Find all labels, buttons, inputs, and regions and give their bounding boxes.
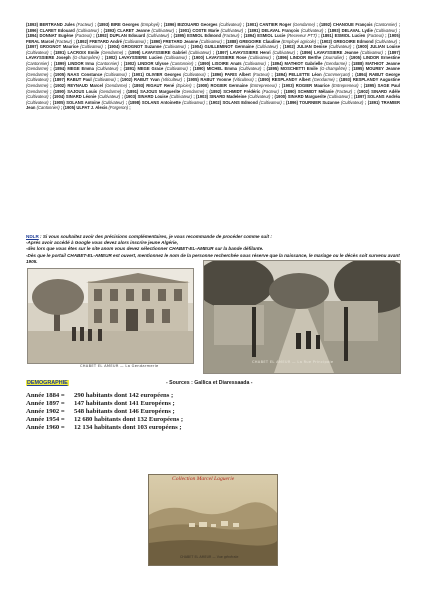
name-occupation: (Employé agricole) <box>281 38 317 44</box>
name-occupation: (Cultivateur) <box>183 71 206 77</box>
name-entry: ; (1896) PARIS Albert <box>205 71 253 77</box>
name-entry: ; (1904) GROGNOT Suzanne <box>102 44 164 50</box>
name-entry: ; (1902) SINARD Adèle <box>352 88 400 94</box>
name-occupation: (Cultivateur) <box>104 71 127 77</box>
name-entry: ; (1896) LAVAYSSIERE Jeanne <box>295 49 361 55</box>
name-occupation: (Viticulteur) <box>161 77 183 83</box>
name-entry: ; (1895) SAGE Paul <box>358 83 400 89</box>
name-occupation: (Gendarme) <box>26 88 49 94</box>
name-entry: ; (1900) LAVAYSSIERE Rose <box>186 55 249 61</box>
name-entry: ; (1891) SAJOUS Marguerite <box>121 88 183 94</box>
name-occupation: (Cantonnier) <box>374 22 398 27</box>
name-entry: ; (1891) MEGE Grace <box>118 66 166 72</box>
name-occupation: (Cultivateur) <box>255 44 279 50</box>
name-entry: ; (1900) ROGIER Germaine <box>191 83 250 89</box>
name-occupation: (Cultivateur) <box>238 66 262 72</box>
name-entry: ; (1902) GREGOIRE Edmond <box>316 38 375 44</box>
population-row <box>26 400 183 408</box>
name-occupation: (G-champêtre) <box>72 55 100 61</box>
name-occupation: (Cultivateur) <box>182 99 205 105</box>
population-year: Année 1897 = <box>26 400 65 408</box>
name-entry: ; (1897) LAVAYSSIERE Henri <box>211 49 273 55</box>
name-entry: ; (1903) SINARD Madeleine <box>192 94 248 100</box>
name-entry: ; (1893) DELAVAL Lydie <box>323 27 375 33</box>
caption-main-street: CHABET EL AMEUR — La Rue Principale <box>252 360 334 364</box>
name-entry: ; (1903) ROGIER Maurice <box>276 83 332 89</box>
name-occupation: (Gendarme) <box>104 83 128 89</box>
name-entry: ; (1900) JULIAN Louise <box>351 44 401 50</box>
name-entry: ; (1893) BIRE Georges <box>93 22 141 27</box>
name-occupation: (Cantonnier) <box>36 105 60 111</box>
name-entry: ; (1896) CLARET Edouard <box>26 22 400 33</box>
name-occupation: (Cultivateur) <box>272 49 296 55</box>
name-entry: ; (1902) JULIAN Denise <box>278 44 329 50</box>
population-row <box>26 392 183 400</box>
name-entry: ; (1891) TRAMIER Jean <box>26 99 400 111</box>
population-year: Année 1902 = <box>26 408 65 416</box>
population-value: 12 134 habitants dont 103 européens ; <box>74 424 182 432</box>
name-occupation: (Cultivateur) <box>146 33 170 39</box>
name-entry: ; (1894) ESMIOL Lucie <box>239 33 287 39</box>
name-occupation: (Gendarme) <box>98 88 122 94</box>
name-occupation: (Facteur) <box>335 88 353 94</box>
name-entry: ; (1897) LAVAYSSIERE Joseph <box>26 49 400 61</box>
name-occupation: (Cultivateur) <box>26 99 49 105</box>
name-occupation: (Cultivateur) <box>76 27 99 33</box>
name-occupation: (Gendarme) <box>324 60 347 66</box>
name-entry: ; (1890) FRETARD Jeanne <box>145 38 200 44</box>
name-occupation: (Cultivateur) <box>93 77 116 83</box>
name-entry: ; (1896) TOURNIER Suzanne <box>281 99 341 105</box>
name-entry: ; (1891) ESMIOL Lucien <box>316 33 367 39</box>
name-entry: ; (1901) OLIVIER Georges <box>126 71 184 77</box>
names-list <box>26 22 400 111</box>
postcard-panorama <box>148 474 278 566</box>
name-entry: ; (1896) BIZOUARD Georges <box>159 22 219 27</box>
name-occupation: (Receveur PTT) <box>286 33 317 39</box>
name-entry: ; (1892) SCHMIDT Frédéric <box>204 88 263 94</box>
name-entry: ; (1897) RABUT Paul <box>48 77 94 83</box>
name-entry: ; (1899) LINDOR Irma <box>49 60 96 66</box>
name-occupation: (Facteur) <box>252 71 270 77</box>
population-year: Année 1960 = <box>26 424 65 432</box>
name-entry: ; (1897) GROGNOT Maurice <box>26 38 400 50</box>
name-entry: ; (1894) MEGE Emma <box>48 66 96 72</box>
name-occupation: (Cultivateur) <box>169 94 193 100</box>
ndlr-line-3: -dès lors que vous êtes sur le site anom vous devez sélectionner CHABET-EL-AMEUR sur la bande défilante. <box>26 246 264 252</box>
name-occupation: (Cultivateur) <box>327 94 350 100</box>
name-entry: ; (1905) ULPAT J. Alexis <box>59 105 109 111</box>
name-entry: ; (1894) PELLETTE Léon <box>269 71 324 77</box>
population-year: Année 1954 = <box>26 416 65 424</box>
name-occupation: (Facteur) <box>74 33 92 39</box>
name-occupation: (Gendarme) <box>292 22 316 27</box>
name-occupation: (Cultivateur) <box>123 38 146 44</box>
name-entry: ; (1903) SINARD Louise <box>120 94 170 100</box>
ndlr-line-4: -Dès que le portail CHABET-EL-AMEUR est ouvert, mentionnez le nom de la personne recherchée sous réserve que la naissance, le mariage ou le décès soit survenu avant 1905. <box>26 252 400 264</box>
name-entry: ; (1902) REYNAUD Marcel <box>48 83 105 89</box>
name-occupation: (Entrepreneur) <box>331 83 359 89</box>
name-occupation: (Cultivateur) <box>80 44 103 50</box>
name-entry: ; (1893) RESPLANDY Augustine <box>334 77 400 83</box>
name-occupation: (Cultivateur) <box>95 66 119 72</box>
name-occupation: (Cultivateur) <box>243 60 266 66</box>
name-entry: ; (1891) DELAVAL François <box>243 27 301 33</box>
name-entry: ; (1894) MATHIOT Gabrielle <box>265 60 325 66</box>
name-entry: ; (1902) RABUT Yvan <box>115 77 162 83</box>
name-occupation: (Journalier) <box>323 55 345 61</box>
population-value: 147 habitants dont 141 Européens ; <box>74 400 175 408</box>
name-entry: ; (1890) SCHMIDT Mélanie <box>278 88 336 94</box>
name-occupation: (Employé) <box>140 22 160 27</box>
name-occupation: (Forgeron) <box>108 105 129 111</box>
population-value: 290 habitants dont 142 européens ; <box>74 392 174 399</box>
name-occupation: (Facteur) <box>262 88 279 94</box>
name-occupation: (Facteur) <box>55 38 73 44</box>
name-entry: ; (1895) ESMIOL Edmond <box>169 33 223 39</box>
name-occupation: (Facteur) <box>222 33 240 39</box>
name-entry: ; (1900) SINARD Marguerite <box>270 94 328 100</box>
name-occupation: (Cultivateur) <box>151 27 175 33</box>
demography-sources: - Sources : Gallica et Diaressaada - <box>166 380 253 386</box>
name-occupation: (Cultivateur) <box>248 55 271 61</box>
name-entry: ; (1892) DUPLAN Edouard <box>91 33 147 39</box>
name-occupation: (Gendarme) <box>100 49 124 55</box>
name-occupation: (Cultivateur) <box>300 27 324 33</box>
population-row <box>26 408 183 416</box>
name-occupation: (Cultivateur) <box>188 49 212 55</box>
name-entry: ; (1898) SOLANS Antoinette <box>124 99 183 105</box>
name-occupation: (Cultivateur) <box>199 38 222 44</box>
name-occupation: (Cultivateur) <box>165 66 188 72</box>
name-entry: ; (1901) COSTE Marie <box>174 27 221 33</box>
name-occupation: (Entrepreneur) <box>249 83 277 89</box>
name-occupation: (G-champêtre) <box>319 66 347 72</box>
name-occupation: (Cultivateur) <box>360 49 383 55</box>
name-occupation: (Gendarme) <box>312 77 335 83</box>
name-occupation: (Viticulteur) <box>232 77 254 83</box>
name-entry: ; (1905) LINDOR Ernestine <box>344 55 400 61</box>
photo-main-street <box>203 260 401 374</box>
name-occupation: (Cultivateur) <box>328 44 352 50</box>
name-occupation: (Cultivateur) <box>218 22 242 27</box>
name-entry: ; (1888) MATHIOT Jeanne <box>346 60 400 66</box>
name-occupation: (Cultivateur) <box>26 94 49 100</box>
name-entry: ; (1894) RABUT George <box>349 71 400 77</box>
name-occupation: (Cantonnier) <box>95 60 119 66</box>
name-occupation: (Cantonnier) <box>26 60 50 66</box>
name-occupation: (Facteur) <box>366 33 384 39</box>
name-entry: ; (1905) RABUT Yvonne <box>182 77 233 83</box>
name-occupation: (Gendarme) <box>26 83 49 89</box>
name-entry: ; (1890) RESPLANDY Albert <box>253 77 313 83</box>
name-occupation: (Gendarme) <box>26 66 49 72</box>
name-occupation: (Cultivateur) <box>97 94 121 100</box>
name-occupation: (Cultivateur) <box>247 94 271 100</box>
name-entry: ; (1890) LISOIRE Anaïs <box>193 60 244 66</box>
photo-gendarmerie <box>27 268 194 364</box>
name-occupation: (Cultivateur) <box>164 55 187 61</box>
name-occupation: (Epicier) <box>176 83 192 89</box>
name-entry: ; (1905) SOLANS Antoine <box>48 99 102 105</box>
name-occupation: (Cultivateur) <box>220 27 244 33</box>
name-entry: ; (1902) LAVAYSSIERE Lucien <box>99 55 165 61</box>
name-entry: ; (1893) CLARET Jeanne <box>99 27 152 33</box>
name-entry: ; (1902) LINDOR Ulysse <box>118 60 171 66</box>
name-entry: ; (1898) LAVAYSSIERE Gabriel <box>123 49 189 55</box>
name-entry: ; (1905) NAAS Constance <box>48 71 105 77</box>
name-occupation: (Cultivateur) <box>163 44 186 50</box>
population-row <box>26 416 183 424</box>
name-entry: ; (1896) LINDOR Berthe <box>270 55 324 61</box>
name-entry: ; (1892) FRETARD André <box>72 38 124 44</box>
population-value: 548 habitants dont 146 Européens ; <box>74 408 175 416</box>
name-entry: ; (1895) MOUREY Jeanne <box>346 66 400 72</box>
name-occupation: (Cantonnier) <box>170 60 194 66</box>
name-entry: ; (1890) SAJOUS Louis <box>48 88 99 94</box>
name-entry: (1893) BERTRAND Jules <box>26 22 77 27</box>
population-value: 12 680 habitants dont 132 Européens ; <box>74 416 184 424</box>
ndlr-line-2: -Aprés avoir accédé à Google vous devez alors inscrire jeune Algérie, <box>26 240 178 246</box>
caption-gendarmerie: CHABET EL AMEUR — La Gendarmerie <box>80 364 159 368</box>
name-entry: ; (1891) LACROIX Emile <box>48 49 101 55</box>
name-occupation: (Cultivateur) <box>101 99 125 105</box>
population-year: Année 1884 = <box>26 392 65 399</box>
name-occupation: (Commerçant) <box>323 71 350 77</box>
name-occupation: (Gendarme) <box>182 88 205 94</box>
name-occupation: (Cultivateur) <box>26 77 49 83</box>
name-entry: ; (1904) SINARD Léonie <box>48 94 98 100</box>
name-entry: ; (1890) MICHEL Emma <box>187 66 239 72</box>
name-occupation: (Facteur) <box>76 22 94 27</box>
population-table <box>26 392 183 432</box>
name-entry: ; <box>128 105 131 111</box>
name-entry: ; (1892) CHANOUE François <box>315 22 375 27</box>
name-occupation: (Cultivateur) <box>340 99 364 105</box>
ndlr-line-1: : Si vous souhaitez avoir des précisions complémentaires, je vous recommande de procéder comme suit : <box>38 234 272 239</box>
population-row <box>26 424 183 432</box>
ndlr-tag: NDLR <box>26 234 39 239</box>
name-entry: ; (1897) SOLANS Andréa <box>349 94 400 100</box>
name-occupation: (Cultivateur) <box>26 49 49 55</box>
name-occupation: (Gendarme) <box>26 71 49 77</box>
name-occupation: (Cultivateur) <box>259 99 282 105</box>
name-occupation: (Cultivateur) <box>374 38 398 44</box>
name-entry: ; (1902) SOLANS Edmond <box>204 99 260 105</box>
name-entry: ; (1895) MOSCHETTI Emile <box>261 66 320 72</box>
name-entry: ; (1894) DONNAT Eugène <box>26 27 400 39</box>
name-entry: ; (1901) CANTIER Roger <box>241 22 293 27</box>
name-entry: ; (1904) GUILLEMINOT Germaine <box>185 44 256 50</box>
postcard-title: Collection Marcel Laguerie <box>172 476 235 482</box>
postcard-caption: CHABET EL AMEUR — Vue générale <box>180 555 239 559</box>
name-entry: ; (1888) GREGOIRE Claudine <box>221 38 282 44</box>
name-occupation: (Cultivateur) <box>374 27 397 33</box>
demography-heading: DEMOGRAPHIE <box>27 380 68 386</box>
name-entry: ; (1905) FERAL Marcel <box>26 33 401 44</box>
name-entry: ; (1893) RIGAUT René <box>127 83 177 89</box>
